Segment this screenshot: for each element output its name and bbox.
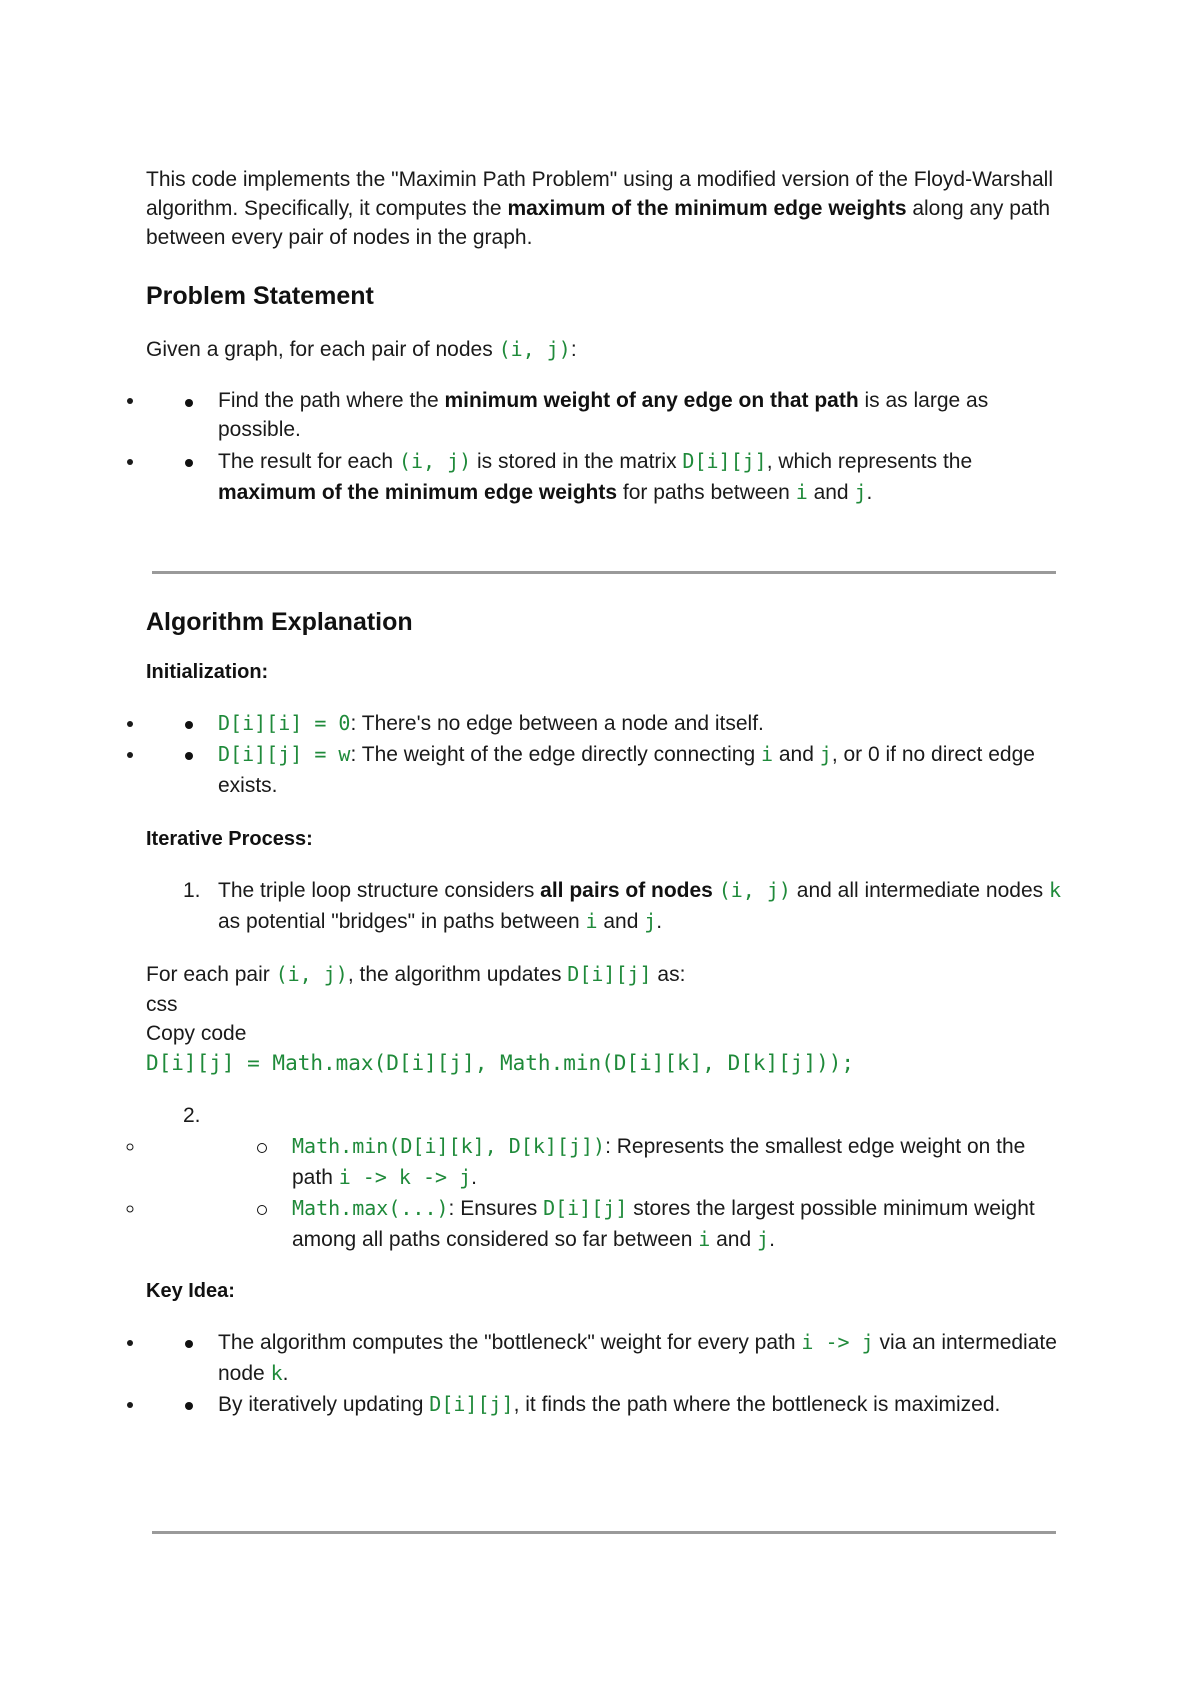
section-spacer (146, 508, 1066, 606)
update-paragraph: For each pair (i, j), the algorithm updates D[i][j] as: (146, 962, 686, 986)
iterative-process-heading: Iterative Process: (146, 828, 313, 850)
list-item: • D[i][j] = w: The weight of the edge directly connecting i and j, or 0 if no direct edge exists. (146, 739, 1066, 801)
key-idea-heading: Key Idea: (146, 1280, 235, 1302)
list-item: • By iteratively updating D[i][j], it finds the path where the bottleneck is maximized. (146, 1389, 1066, 1420)
step2-sublist (146, 1131, 1066, 1255)
problem-statement-heading: Problem Statement (146, 282, 374, 310)
iterative-steps-continued (146, 1100, 1066, 1255)
list-item: ◦ Math.max(...): Ensures D[i][j] stores the largest possible minimum weight among all paths considered so far between i and j. (146, 1193, 1066, 1255)
problem-lead: Given a graph, for each pair of nodes (i, j): (146, 337, 577, 361)
horizontal-rule (152, 571, 1056, 574)
list-item: 1. The triple loop structure considers all pairs of nodes (i, j) and all intermediate nodes k as potential "bridges" in paths between i and j. (183, 878, 1061, 933)
key-idea-list (146, 1327, 1066, 1420)
list-item: • Find the path where the minimum weight of any edge on that path is as large as possible. (146, 386, 1066, 444)
algorithm-heading: Algorithm Explanation (146, 608, 413, 636)
list-item: • D[i][i] = 0: There's no edge between a node and itself. (146, 708, 1066, 739)
problem-bullets (146, 386, 1066, 508)
code-block: D[i][j] = Math.max(D[i][j], Math.min(D[i][k], D[k][j])); (146, 1051, 855, 1075)
iterative-steps (146, 875, 1066, 937)
list-item: ◦ Math.min(D[i][k], D[k][j]): Represents the smallest edge weight on the path i -> k -> j. (146, 1131, 1066, 1193)
code-language-label: css (146, 993, 178, 1016)
intro-paragraph: This code implements the "Maximin Path Problem" using a modified version of the Floyd-Warshall algorithm. Specifically, it computes the maximum of the minimum edge weights along any path between every pair of nodes in the graph. (146, 168, 1054, 249)
list-item: • The result for each (i, j) is stored in the matrix D[i][j], which represents the maximum of the minimum edge weights for paths between i and j. (146, 446, 1066, 508)
list-item: • The algorithm computes the "bottleneck" weight for every path i -> j via an intermediate node k. (146, 1327, 1066, 1389)
document-content (146, 165, 1066, 1420)
list-item: 2. ◦ Math.min(D[i][k], D[k][j]): Represents the smallest edge weight on the path i -> k -> j. ◦ Math.max(...): Ensures D[i][j] stores the largest possible minimum weight among all paths considered so far between i and j. (146, 1100, 1066, 1255)
horizontal-rule (152, 1531, 1056, 1534)
copy-code-button[interactable]: Copy code (146, 1022, 247, 1045)
initialization-list (146, 708, 1066, 801)
initialization-heading: Initialization: (146, 661, 269, 683)
